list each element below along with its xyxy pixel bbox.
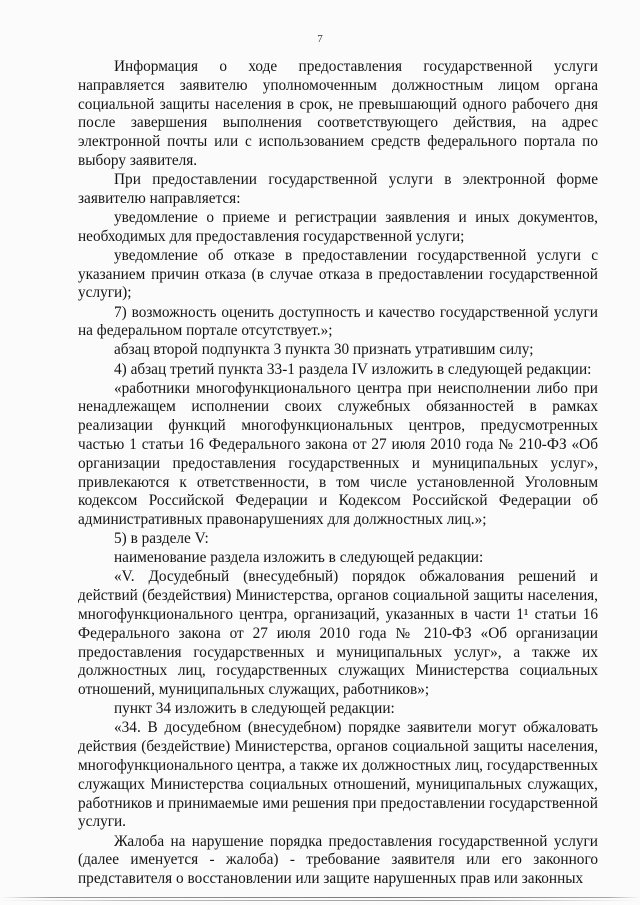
paragraph: 4) абзац третий пункта 33-1 раздела IV изложить в следующей редакции:: [114, 360, 592, 378]
paragraph: пункт 34 изложить в следующей редакции:: [114, 700, 395, 718]
paragraph: наименование раздела изложить в следующей редакции:: [114, 549, 484, 567]
paragraph: уведомление об отказе в предоставлении государственной услуги с указанием причин отказа (в случае отказа в предоставлении государственной услуги);: [78, 246, 598, 302]
paragraph: «V. Досудебный (внесудебный) порядок обжалования решений и действий (бездействия) Министерства, органов социальной защиты населения, многофункционального центра, организаций, указанных в части 1¹ статьи 16 Федерального закона от 27 июля 2010 года № 210-ФЗ «Об организации предоставления государственных и муниципальных услуг», а также их должностных лиц, государственных служащих Министерства социальных отношений, муниципальных служащих, работников»;: [78, 568, 598, 699]
paragraph: При предоставлении государственной услуги в электронной форме заявителю направляется:: [78, 171, 598, 207]
document-body: [78, 58, 598, 889]
paragraph: абзац второй подпункта 3 пункта 30 признать утратившим силу;: [114, 341, 534, 359]
paragraph: 5) в разделе V:: [114, 530, 209, 548]
paragraph: «работники многофункционального центра при неисполнении либо при ненадлежащем исполнении своих служебных обязанностей в рамках реализации функций многофункциональных центров, предусмотренных частью 1 статьи 16 Федерального закона от 27 июля 2010 года № 210-ФЗ «Об организации предоставления государственных и муниципальных услуг», привлекаются к ответственности, в том числе установленной Уголовным кодексом Российской Федерации и Кодексом Российской Федерации об административных правонарушениях для должностных лиц.»;: [78, 379, 598, 529]
scan-edge-line: [0, 900, 640, 901]
paragraph: 7) возможность оценить доступность и качество государственной услуги на федеральном портале отсутствует.»;: [78, 303, 598, 340]
page-number: 7: [317, 33, 323, 45]
paragraph: уведомление о приеме и регистрации заявления и иных документов, необходимых для предоставления государственной услуги;: [78, 208, 598, 245]
scan-edge-line: [0, 897, 640, 898]
paragraph: «34. В досудебном (внесудебном) порядке заявители могут обжаловать действия (бездействие) Министерства, органов социальной защиты населения, многофункционального центра, а также их должностных лиц, государственных служащих Министерства социальных отношений, муниципальных служащих, работников и принимаемые ими решения при предоставлении государственной услуги.: [78, 719, 598, 831]
paragraph: Информация о ходе предоставления государственной услуги направляется заявителю уполномоченным должностным лицом органа социальной защиты населения в срок, не превышающий одного рабочего дня после завершения выполнения соответствующего действия, на адрес электронной почты или с использованием средств федерального портала по выбору заявителя.: [78, 58, 598, 169]
paragraph: Жалоба на нарушение порядка предоставления государственной услуги (далее именуется - жалоба) - требование заявителя или его законного представителя о восстановлении или защите нарушенных прав или законных: [78, 832, 598, 888]
